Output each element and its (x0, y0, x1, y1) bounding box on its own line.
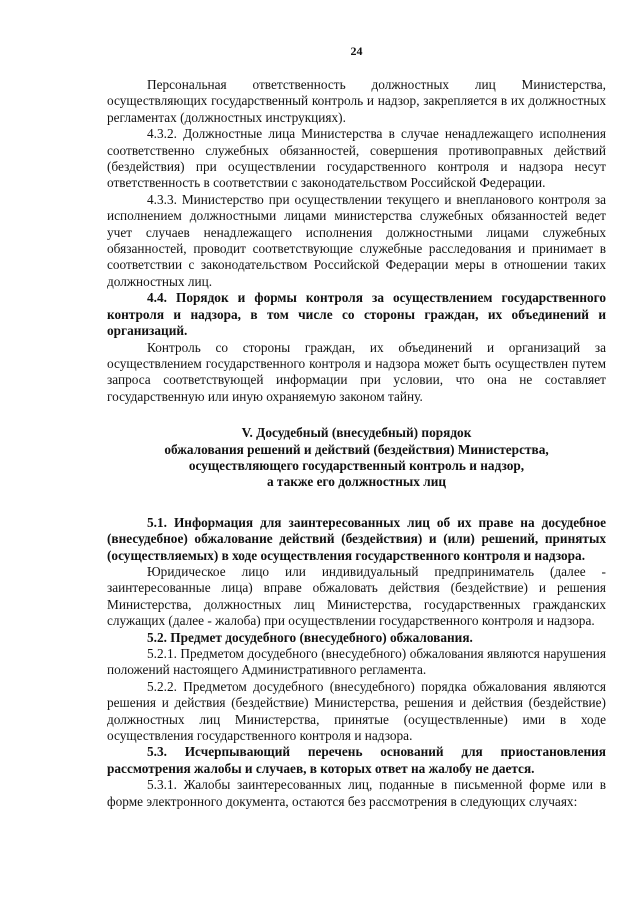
section-title-line: V. Досудебный (внесудебный) порядок (241, 425, 472, 441)
section-title-line: осуществляющего государственный контроль и надзор, (188, 457, 525, 473)
section-title (107, 425, 606, 491)
paragraph: 5.3.1. Жалобы заинтересованных лиц, поданные в письменной форме или в форме электронного документа, остаются без рассмотрения в следующих случаях: (107, 777, 606, 809)
paragraph-heading: 4.4. Порядок и формы контроля за осуществлением государственного контроля и надзора, в том числе со стороны граждан, их объединений и организаций. (107, 290, 606, 339)
text-block-before (107, 77, 606, 405)
paragraph: 5.2.2. Предметом досудебного (внесудебного) порядка обжалования являются решения и действия (бездействие) Министерства, решения и действия (бездействие) должностных лиц Министерства, принятые (осуществленные) ими в ходе осуществления государственного контроля и надзора. (107, 678, 606, 744)
paragraph-heading: 5.1. Информация для заинтересованных лиц об их праве на досудебное (внесудебное) обжалование действий (бездействия) и (или) решений, принятых (осуществляемых) в ходе осуществления государственного контроля и надзора. (107, 514, 606, 563)
section-title-line: обжалования решений и действий (бездействия) Министерства, (164, 441, 549, 457)
paragraph: 5.2.1. Предметом досудебного (внесудебного) обжалования являются нарушения положений настоящего Административного регламента. (107, 646, 606, 678)
page-number: 24 (350, 44, 363, 58)
paragraph: Контроль со стороны граждан, их объединений и организаций за осуществлением государственного контроля и надзора может быть осуществлен путем запроса соответствующей информации при условии, что она не составляет государственную или иную охраняемую законом тайну. (107, 339, 606, 404)
section-title-line: а также его должностных лиц (266, 474, 447, 490)
paragraph-heading: 5.2. Предмет досудебного (внесудебного) обжалования. (147, 629, 473, 645)
text-block-after (107, 515, 606, 810)
paragraph: 4.3.3. Министерство при осуществлении текущего и внепланового контроля за исполнением должностными лицами министерства служебных обязанностей ведет учет случаев ненадлежащего исполнения должностными лицами служебных обязанностей, проводит соответствующие служебные расследования и принимает в соответствии с законодательством Российской Федерации меры в отношении таких должностных лиц. (107, 191, 606, 289)
paragraph: Юридическое лицо или индивидуальный предприниматель (далее - заинтересованные лица) вправе обжаловать действия (бездействие) и решения Министерства, должностных лиц Министерства, государственных гражданских служащих (далее - жалоба) при осуществлении государственного контроля и надзора. (107, 563, 606, 629)
paragraph: Персональная ответственность должностных лиц Министерства, осуществляющих государственный контроль и надзор, закрепляется в их должностных регламентах (должностных инструкциях). (107, 77, 606, 125)
paragraph-heading: 5.3. Исчерпывающий перечень оснований для приостановления рассмотрения жалобы и случаев, в которых ответ на жалобу не дается. (107, 744, 606, 776)
paragraph: 4.3.2. Должностные лица Министерства в случае ненадлежащего исполнения соответственно служебных обязанностей, совершения противоправных действий (бездействия) при осуществлении государственного контроля и надзора несут ответственность в соответствии с законодательством Российской Федерации. (107, 126, 606, 191)
